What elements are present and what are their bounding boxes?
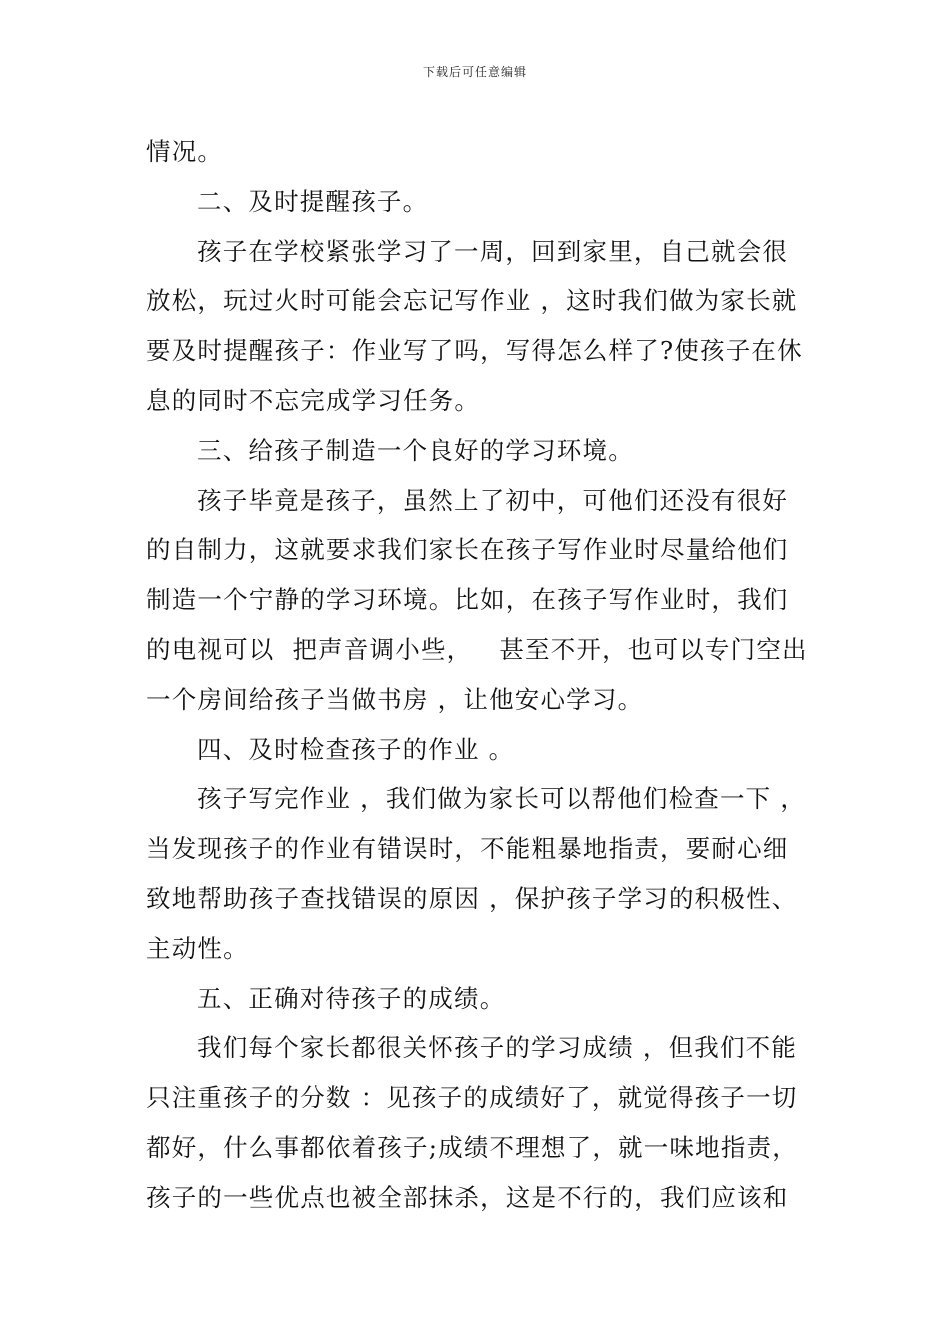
text-line: 二、及时提醒孩子。 — [197, 186, 429, 216]
text-line: 的电视可以 把声音调小些， 甚至不开，也可以专门空出 — [146, 634, 808, 664]
text-line: 孩子在学校紧张学习了一周，回到家里，自己就会很 — [197, 236, 789, 266]
text-line: 制造一个宁静的学习环境。比如，在孩子写作业时，我们 — [146, 585, 789, 615]
text-line: 都好，什么事都依着孩子;成绩不理想了，就一味地指责， — [146, 1132, 798, 1162]
text-line: 孩子的一些优点也被全部抹杀，这是不行的，我们应该和 — [146, 1182, 789, 1212]
text-line: 孩子毕竟是孩子，虽然上了初中，可他们还没有很好 — [197, 485, 789, 515]
text-line: 孩子写完作业 ，我们做为家长可以帮他们检查一下 ， — [197, 784, 807, 814]
text-line: 息的同时不忘完成学习任务。 — [146, 385, 481, 415]
document-body — [146, 127, 821, 1223]
text-line: 只注重孩子的分数 ：见孩子的成绩好了，就觉得孩子一切 — [146, 1083, 798, 1113]
text-line: 致地帮助孩子查找错误的原因 ，保护孩子学习的积极性、 — [146, 883, 798, 913]
text-line: 我们每个家长都很关怀孩子的学习成绩 ，但我们不能 — [197, 1033, 798, 1063]
text-line: 要及时提醒孩子：作业写了吗，写得怎么样了?使孩子在休 — [146, 336, 803, 366]
text-line: 主动性。 — [146, 933, 249, 963]
text-line: 当发现孩子的作业有错误时，不能粗暴地指责，要耐心细 — [146, 834, 789, 864]
page-header: 下载后可任意编辑 — [422, 65, 527, 79]
text-line: 一个房间给孩子当做书房 ，让他安心学习。 — [146, 684, 644, 714]
text-line: 的自制力，这就要求我们家长在孩子写作业时尽量给他们 — [146, 535, 789, 565]
text-line: 五、正确对待孩子的成绩。 — [197, 983, 506, 1013]
text-line: 四、及时检查孩子的作业 。 — [197, 734, 515, 764]
text-line: 三、给孩子制造一个良好的学习环境。 — [197, 435, 634, 465]
text-line: 情况。 — [146, 137, 224, 166]
text-line: 放松，玩过火时可能会忘记写作业 ，这时我们做为家长就 — [146, 286, 798, 316]
